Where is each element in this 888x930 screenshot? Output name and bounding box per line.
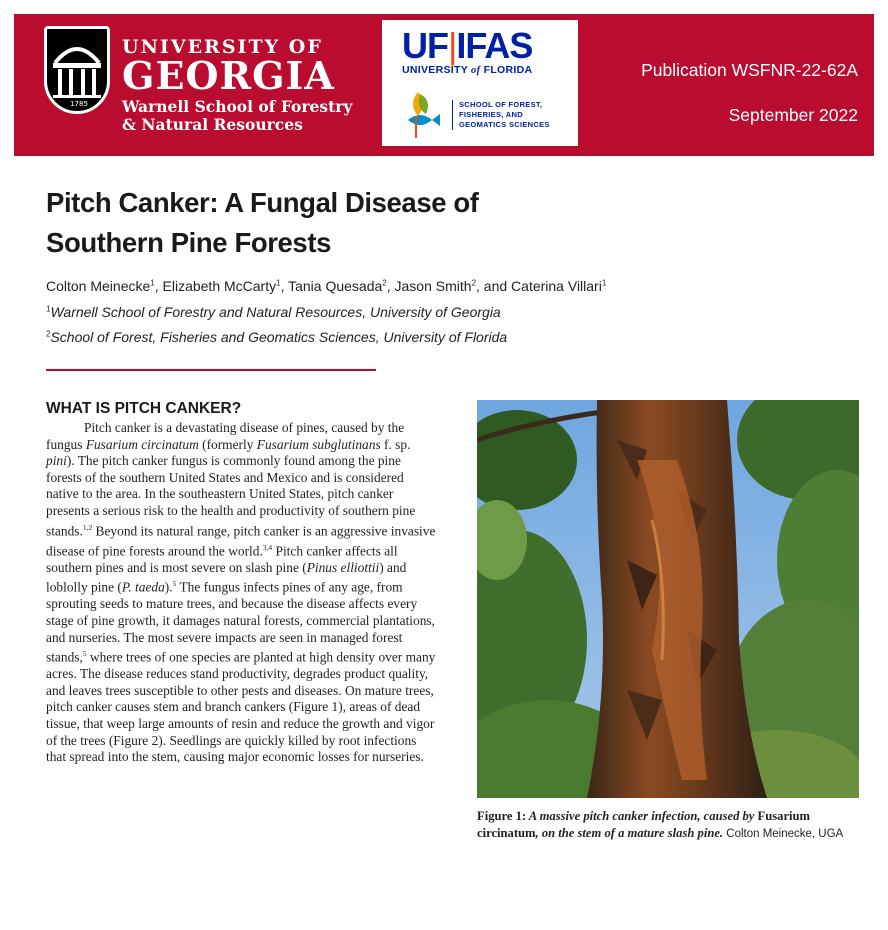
- uf-text: UF: [402, 25, 448, 66]
- school-line2: FISHERIES, AND: [459, 110, 523, 119]
- affiliation-text: School of Forest, Fisheries and Geomatics Sciences, University of Florida: [50, 329, 508, 345]
- figure-caption: [477, 808, 867, 843]
- publication-date: September 2022: [728, 105, 858, 125]
- uf-subtitle: [402, 64, 562, 76]
- text-run-italic: Fusarium subglutinans: [256, 436, 381, 452]
- text-run: Beyond its natural range, pitch canker is an aggressive invasive disease of pine forests around the world.: [46, 523, 436, 559]
- figure-label: Figure 1:: [477, 809, 527, 823]
- author-separator: ,: [154, 278, 163, 294]
- text-run: Pitch canker is a devastating disease of pines, caused by the fungus: [46, 420, 405, 452]
- citation: 5: [172, 579, 177, 589]
- school-line1: SCHOOL OF FOREST,: [459, 100, 543, 109]
- author-name: Jason Smith: [394, 278, 472, 294]
- author-and: and: [483, 278, 512, 294]
- text-run: where trees of one species are planted at high density over many acres. The disease reduces stand productivity, degrades product quality, and leaves trees susceptible to other pests and diseases. On mature trees, pitch canker causes stem and branch cankers (Figure 1), areas of dead tissue, that weep large amounts of resin and reduce the growth and vigor of the trees (Figure 2). Seedlings are quickly killed by root infections that spread into the stem, causing major economic losses for nurseries.: [46, 649, 436, 765]
- author-list: [46, 278, 606, 294]
- affiliation-num: 1: [46, 304, 51, 314]
- caption-text: A massive pitch canker infection, caused by: [526, 809, 758, 823]
- uf-bar: |: [448, 25, 457, 66]
- title-line2: Southern Pine Forests: [46, 227, 331, 258]
- ufifas-school-name: [452, 100, 572, 130]
- uga-wordmark: [122, 36, 352, 134]
- affiliation-1: [46, 304, 501, 320]
- author-aff: 2: [471, 278, 477, 288]
- text-run: The fungus infects pines of any age, from sprouting seeds to mature trees, and because the disease affects every stage of pine growth, it damages natural forests, commercial plantations, and nurseries. The most severe impacts are seen in managed forest stands,: [46, 579, 435, 665]
- author-separator: ,: [386, 278, 395, 294]
- citation: 1,2: [82, 522, 93, 532]
- citation: 5: [82, 649, 87, 659]
- author-separator: ,: [476, 278, 484, 294]
- uga-year: 1785: [70, 100, 88, 108]
- text-run-italic: P. taeda: [121, 579, 165, 595]
- uga-line1: UNIVERSITY OF: [122, 36, 323, 58]
- document-title: [46, 183, 566, 263]
- affiliation-2: [46, 329, 507, 345]
- ifas-text: IFAS: [456, 25, 533, 66]
- author-name: Caterina Villari: [511, 278, 602, 294]
- text-run: ).: [164, 579, 173, 595]
- text-run: ). The pitch canker fungus is commonly found among the pine forests of the southern United States and Mexico and is considered native to the area. In the southeastern United States, pitch canker presents a serious risk to the health and productivity of southern pine stands.: [46, 453, 416, 539]
- title-line1: Pitch Canker: A Fungal Disease of: [46, 187, 479, 218]
- citation: 3,4: [262, 542, 273, 552]
- author-name: Tania Quesada: [288, 278, 383, 294]
- uf-sub-suffix: FLORIDA: [480, 64, 533, 76]
- text-run-italic: pini: [46, 453, 67, 469]
- pine-tree-photo: [477, 400, 859, 798]
- uga-line2: GEORGIA: [122, 53, 335, 98]
- body-paragraph: [46, 420, 436, 766]
- ufifas-logo-box: [382, 20, 578, 146]
- ufifas-wordmark: [402, 25, 533, 66]
- text-run: f. sp.: [380, 436, 411, 452]
- author-separator: ,: [280, 278, 289, 294]
- publication-number: Publication WSFNR-22-62A: [641, 60, 858, 80]
- author-aff: 1: [150, 278, 155, 288]
- author-aff: 1: [601, 278, 607, 288]
- text-run: ) and loblolly pine (: [46, 559, 407, 595]
- header-banner: [14, 14, 874, 156]
- uga-line3: Warnell School of Forestry: [122, 97, 353, 116]
- author-aff: 2: [382, 278, 387, 288]
- affiliation-text: Warnell School of Forestry and Natural Resources, University of Georgia: [50, 304, 501, 320]
- photo-credit: Colton Meinecke, UGA: [723, 828, 844, 840]
- section-heading: WHAT IS PITCH CANKER?: [46, 400, 242, 417]
- author-aff: 1: [276, 278, 281, 288]
- text-run: Pitch canker affects all southern pines and is most severe on slash pine (: [46, 543, 398, 575]
- school-line3: GEOMATICS SCIENCES: [459, 120, 550, 129]
- affiliation-num: 2: [46, 329, 51, 339]
- text-run: (formerly: [198, 436, 257, 452]
- text-run-italic: Pinus elliottii: [306, 559, 380, 575]
- uf-sub-of: of: [471, 65, 481, 76]
- fish-leaf-icon: [402, 90, 442, 140]
- caption-species: Fusarium circinatum: [477, 809, 811, 840]
- caption-text: , on the stem of a mature slash pine.: [535, 826, 724, 840]
- author-name: Elizabeth McCarty: [162, 278, 277, 294]
- uf-sub-prefix: UNIVERSITY: [402, 64, 472, 76]
- author-name: Colton Meinecke: [46, 278, 151, 294]
- text-run-italic: Fusarium circinatum: [85, 436, 199, 452]
- title-divider: [46, 369, 376, 371]
- uga-line4: & Natural Resources: [122, 115, 303, 134]
